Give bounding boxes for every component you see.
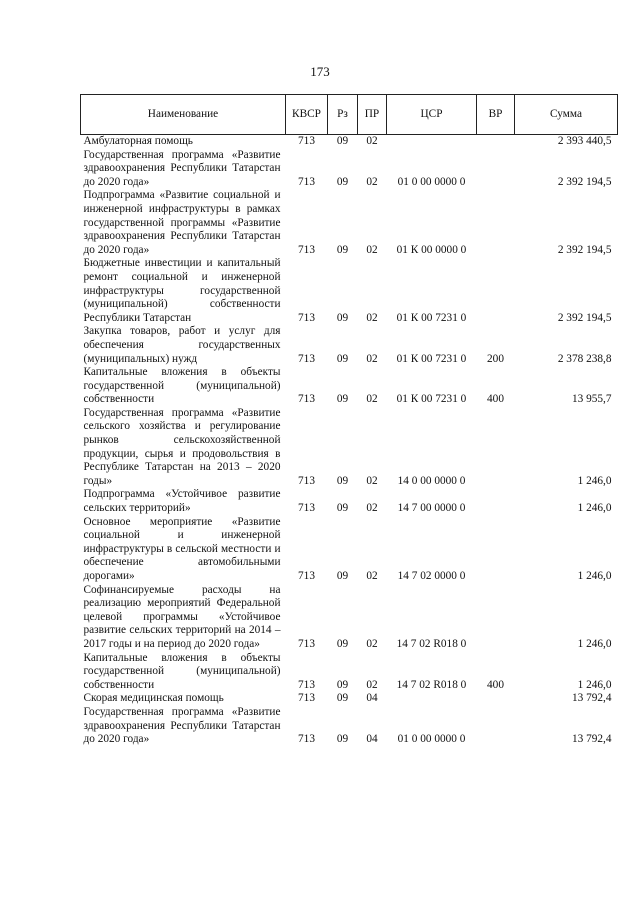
cell-rz: 09 xyxy=(336,637,349,650)
cell-kvsr: 713 xyxy=(298,692,315,705)
cell-sum: 2 392 194,5 xyxy=(557,175,612,188)
cell-rz: 09 xyxy=(336,678,349,691)
cell-vr xyxy=(477,692,515,706)
cell-vr xyxy=(477,149,515,190)
cell-name: Подпрограмма «Устойчивое развитие сельских территорий» xyxy=(83,488,281,515)
cell-pr: 04 xyxy=(366,733,378,746)
cell-pr: 02 xyxy=(366,502,378,515)
cell-csr xyxy=(387,135,477,149)
cell-pr: 02 xyxy=(366,175,378,188)
cell-rz: 09 xyxy=(336,474,349,487)
cell-pr: 02 xyxy=(366,135,378,147)
table-row xyxy=(81,189,618,257)
cell-kvsr: 713 xyxy=(298,678,315,691)
cell-rz: 09 xyxy=(336,502,349,515)
cell-csr: 14 7 02 0000 0 xyxy=(397,570,466,582)
cell-rz: 09 xyxy=(336,570,349,582)
cell-csr: 01 0 00 0000 0 xyxy=(397,733,466,746)
cell-csr: 14 7 00 0000 0 xyxy=(397,502,466,515)
cell-vr: 400 xyxy=(487,393,504,406)
header-csr: ЦСР xyxy=(387,95,477,135)
cell-rz: 09 xyxy=(336,135,349,147)
cell-sum: 13 955,7 xyxy=(571,393,612,406)
cell-pr: 02 xyxy=(366,243,378,256)
table-row xyxy=(81,407,618,489)
cell-name: Бюджетные инвестиции и капитальный ремонт социальной и инженерной инфраструктуры государственной (муниципальной) собственности Республики Татарстан xyxy=(83,257,281,324)
cell-vr xyxy=(477,706,515,747)
cell-pr: 04 xyxy=(366,692,378,705)
cell-vr xyxy=(477,135,515,149)
cell-name: Подпрограмма «Развитие социальной и инженерной инфраструктуры в рамках государственной программы «Развитие здравоохранения Республики Татарстан до 2020 года» xyxy=(83,189,281,256)
cell-sum: 1 246,0 xyxy=(577,474,612,487)
cell-kvsr: 713 xyxy=(298,474,315,487)
cell-csr: 01 К 00 7231 0 xyxy=(396,352,467,365)
cell-vr xyxy=(477,257,515,325)
table-row xyxy=(81,325,618,366)
cell-kvsr: 713 xyxy=(298,733,315,746)
cell-csr: 01 К 00 7231 0 xyxy=(396,393,467,406)
cell-name: Государственная программа «Развитие сельского хозяйства и регулирование рынков сельскохозяйственной продукции, сырья и продовольствия в Республике Татарстан на 2013 – 2020 годы» xyxy=(83,406,281,487)
cell-rz: 09 xyxy=(336,733,349,746)
cell-name: Скорая медицинская помощь xyxy=(83,692,224,705)
cell-sum: 1 246,0 xyxy=(577,502,612,515)
cell-pr: 02 xyxy=(366,570,378,582)
cell-name: Закупка товаров, работ и услуг для обеспечения государственных (муниципальных) нужд xyxy=(83,325,281,365)
page-number: 173 xyxy=(310,64,330,79)
cell-vr xyxy=(477,584,515,652)
cell-rz: 09 xyxy=(336,243,349,256)
cell-vr: 200 xyxy=(487,352,504,365)
cell-rz: 09 xyxy=(336,352,349,365)
cell-pr: 02 xyxy=(366,637,378,650)
cell-csr: 14 0 00 0000 0 xyxy=(397,474,466,487)
table-row xyxy=(81,135,618,149)
cell-name: Государственная программа «Развитие здравоохранения Республики Татарстан до 2020 года» xyxy=(83,705,281,746)
cell-kvsr: 713 xyxy=(298,502,315,515)
header-rz: Рз xyxy=(328,95,358,135)
header-kvsr: КВСР xyxy=(286,95,328,135)
cell-rz: 09 xyxy=(336,175,349,188)
header-name: Наименование xyxy=(81,95,286,135)
budget-table xyxy=(80,94,618,747)
table-row xyxy=(81,257,618,325)
table-row xyxy=(81,366,618,407)
cell-sum: 13 792,4 xyxy=(571,692,612,705)
cell-kvsr: 713 xyxy=(298,135,315,147)
cell-name: Государственная программа «Развитие здравоохранения Республики Татарстан до 2020 года» xyxy=(83,148,281,188)
cell-pr: 02 xyxy=(366,678,378,691)
cell-sum: 13 792,4 xyxy=(571,733,612,746)
cell-csr: 14 7 02 R018 0 xyxy=(396,637,467,650)
cell-name: Софинансируемые расходы на реализацию мероприятий Федеральной целевой программы «Устойчивое развитие сельских территорий на 2014 – 2017 годы и на период до 2020 года» xyxy=(83,583,281,650)
header-row xyxy=(81,95,618,135)
cell-sum: 1 246,0 xyxy=(577,637,612,650)
cell-rz: 09 xyxy=(336,311,349,324)
cell-name: Капитальные вложения в объекты государственной (муниципальной) собственности xyxy=(83,651,281,691)
table-body xyxy=(81,135,618,747)
cell-kvsr: 713 xyxy=(298,311,315,324)
cell-rz: 09 xyxy=(336,393,349,406)
cell-sum: 1 246,0 xyxy=(577,678,612,691)
cell-csr: 14 7 02 R018 0 xyxy=(396,678,467,691)
cell-sum: 2 378 238,8 xyxy=(557,352,612,365)
cell-name: Капитальные вложения в объекты государственной (муниципальной) собственности xyxy=(83,366,281,406)
table-row xyxy=(81,706,618,747)
cell-pr: 02 xyxy=(366,311,378,324)
cell-csr xyxy=(387,692,477,706)
cell-kvsr: 713 xyxy=(298,570,315,582)
cell-kvsr: 713 xyxy=(298,637,315,650)
table-row xyxy=(81,488,618,515)
header-sum: Сумма xyxy=(515,95,618,135)
cell-csr: 01 К 00 7231 0 xyxy=(396,311,467,324)
cell-vr: 400 xyxy=(487,678,504,691)
table-header xyxy=(81,95,618,135)
header-pr: ПР xyxy=(358,95,387,135)
cell-vr xyxy=(477,189,515,257)
table-row xyxy=(81,584,618,652)
cell-kvsr: 713 xyxy=(298,243,315,256)
cell-rz: 09 xyxy=(336,692,349,705)
cell-name: Основное мероприятие «Развитие социальной и инженерной инфраструктуры в сельской местности и обеспечение автомобильными дорогами» xyxy=(83,515,281,582)
cell-sum: 2 392 194,5 xyxy=(557,311,612,324)
table-row xyxy=(81,516,618,584)
cell-vr xyxy=(477,407,515,489)
cell-csr: 01 0 00 0000 0 xyxy=(397,175,466,188)
cell-kvsr: 713 xyxy=(298,393,315,406)
cell-pr: 02 xyxy=(366,352,378,365)
cell-pr: 02 xyxy=(366,474,378,487)
cell-csr: 01 К 00 0000 0 xyxy=(396,243,467,256)
table-row xyxy=(81,149,618,190)
cell-pr: 02 xyxy=(366,393,378,406)
cell-vr xyxy=(477,516,515,584)
cell-sum: 2 393 440,5 xyxy=(557,135,612,147)
cell-kvsr: 713 xyxy=(298,175,315,188)
header-vr: ВР xyxy=(477,95,515,135)
cell-name: Амбулаторная помощь xyxy=(83,135,193,147)
cell-sum: 1 246,0 xyxy=(577,570,612,582)
table-row xyxy=(81,692,618,706)
cell-kvsr: 713 xyxy=(298,352,315,365)
cell-sum: 2 392 194,5 xyxy=(557,243,612,256)
table-row xyxy=(81,652,618,693)
cell-vr xyxy=(477,488,515,515)
